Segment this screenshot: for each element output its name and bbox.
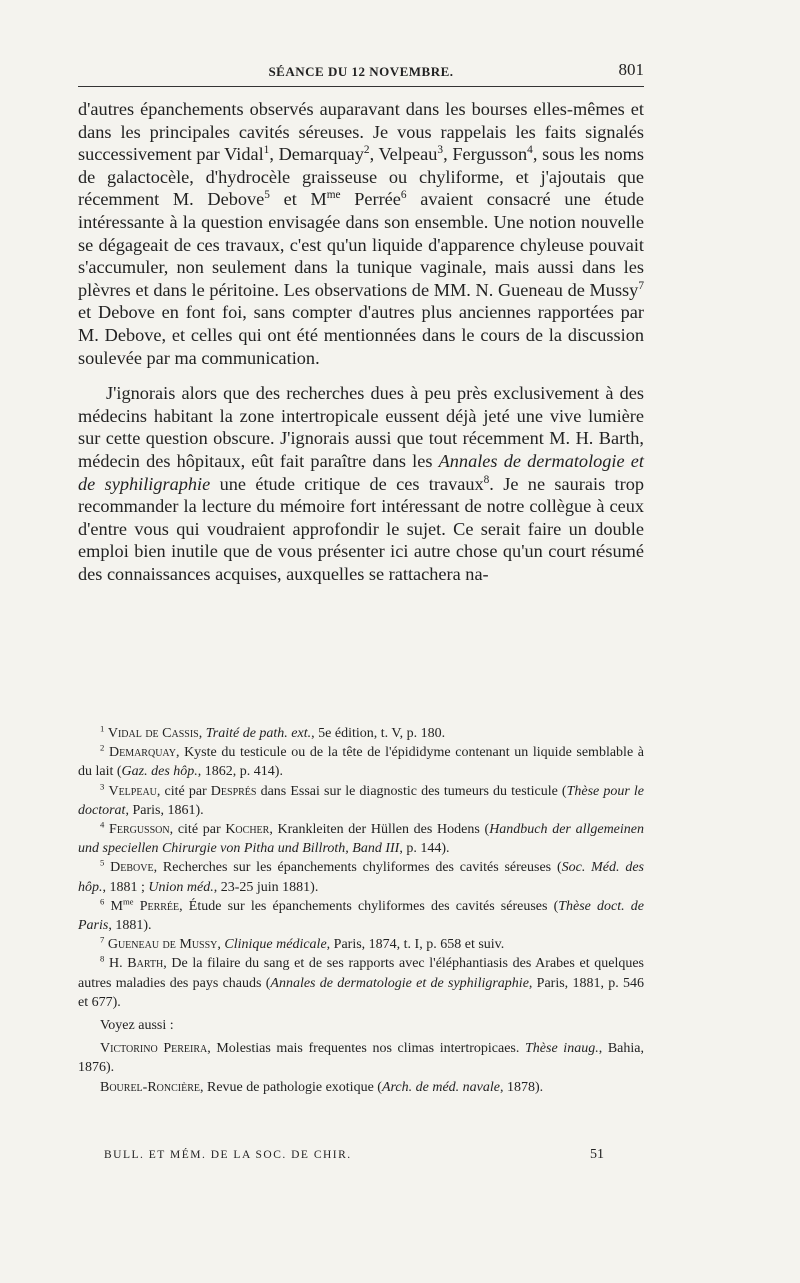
text-run: , Velpeau	[369, 144, 438, 165]
text-run: , Paris, 1861).	[125, 802, 204, 818]
citation-title: Thèse pour le doctorat	[78, 783, 644, 818]
citation-title: Thèse doct. de Paris	[78, 898, 644, 934]
see-also-reference	[78, 1039, 644, 1077]
text-run: , Fergusson	[443, 144, 528, 165]
text-run: . Je ne saurais trop recommander la lecture du mémoire fort intéressant de notre collègue à ceux d'entre vous qui voudraient approfondir le sujet. Ce serait faire un double emploi bien inutile que de vous présenter ici autre chose qu'un court résumé des connaissances acquises, auxquelles se rattachera na-	[78, 473, 644, 584]
text-run: , 5e édition, t. V, p. 180.	[311, 726, 446, 741]
text-run: , De la filaire du sang et de ses rapports avec l'éléphantiasis des Arabes et quelques autres maladies des pays chauds (	[78, 956, 644, 991]
citation-title: Gaz. des hôp.	[121, 764, 198, 780]
text-run: et Debove en font foi, sans compter d'autres plus anciennes rapportées par M. Debove, et celles qui ont été mentionnées dans le cours de la discussion soulevée par ma communication.	[78, 302, 644, 368]
citation-title: Traité de path. ext.	[205, 726, 312, 741]
footnote-author: Kocher	[225, 822, 270, 838]
text-run: , Molestias mais frequentes nos climas intertropicaes.	[207, 1041, 526, 1057]
citation-title: Annales de dermatologie et de syphiligraphie	[270, 975, 529, 991]
running-title: SÉANCE DU 12 NOVEMBRE.	[268, 64, 454, 79]
text-run: ,	[198, 726, 206, 741]
footnote-author: H. Barth	[109, 956, 164, 972]
footnote-ref: 6	[400, 189, 407, 202]
see-also-reference	[78, 1078, 644, 1097]
text-run: dans Essai sur le diagnostic des tumeurs du testicule (	[256, 783, 567, 799]
footnote-author: Debove	[110, 860, 154, 876]
page-number: 801	[618, 60, 644, 79]
footnote-author: Fergusson	[109, 822, 170, 838]
footnote-number: 5	[100, 857, 105, 868]
footnote-2	[78, 743, 644, 781]
citation-title: Union méd.	[148, 879, 214, 895]
footnote-ref: 3	[437, 144, 444, 157]
title-abbrev: me	[122, 896, 134, 907]
footnote-number: 7	[100, 934, 105, 945]
footnote-5	[78, 858, 644, 896]
text-run: , 1878).	[500, 1079, 544, 1095]
text-run: , Bahia, 1876).	[78, 1041, 644, 1076]
footnote-ref: 1	[263, 144, 270, 157]
citation-title: Clinique médicale	[224, 937, 327, 953]
footnote-author: Vidal de Cassis	[107, 726, 199, 741]
text-run: , Demarquay	[269, 144, 364, 165]
text-run: , 1881 ;	[102, 879, 149, 895]
text-run: , 23-25 juin 1881).	[213, 879, 319, 895]
signature-mark: 51	[590, 1147, 604, 1162]
footnote-ref: 2	[363, 144, 370, 157]
text-run: , Paris, 1881, p. 546 et 677).	[78, 975, 644, 1010]
text-run: , Étude sur les épanchements chyliformes des cavités séreuses (	[179, 898, 559, 914]
text-run: ,	[217, 937, 225, 953]
footnote-author: Velpeau	[108, 783, 157, 799]
text-run: avaient consacré une étude intéressante à la question envisagée dans son ensemble. Une notion nouvelle se dégageait de ces travaux, c'est qu'un liquide d'apparence chyleuse pouvait s'accumuler, non seulement dans la tunique vaginale, mais aussi dans les plèvres et dans le péritoine. Les observations de MM. N. Gueneau de Mussy	[78, 189, 644, 300]
text-run: J'ignorais alors que des recherches dues à peu près exclusivement à des médecins habitant la zone intertropicale eussent déjà jeté une vive lumière sur cette question obscure. J'ignorais aussi que tout récemment M. H. Barth, médecin des hôpitaux, eût fait paraître dans les	[78, 383, 644, 471]
text-run: Perrée	[340, 189, 401, 210]
footnote-6	[78, 897, 644, 935]
text-run: , Revue de pathologie exotique (	[200, 1079, 382, 1095]
text-run: , 1862, p. 414).	[197, 764, 283, 780]
title-abbrev: M	[110, 898, 123, 914]
citation-title: Arch. de méd. navale	[381, 1079, 501, 1095]
footnote-author: Bourel-Roncière	[100, 1079, 200, 1095]
footnote-author: Demarquay	[108, 745, 176, 761]
paragraph-1	[78, 98, 644, 369]
footnote-ref: 4	[527, 144, 533, 157]
footnote-ref: 7	[638, 279, 644, 292]
text-run: , Krankleiten der Hüllen des Hodens (	[269, 822, 490, 838]
footnote-1	[78, 724, 644, 743]
text-run: , sous les noms de galactocèle, d'hydrocèle graisseuse ou chyliforme, et j'ajoutais que récemment M. Debove	[78, 144, 644, 210]
footnote-author: Després	[210, 783, 257, 799]
text-run: , 1881).	[108, 918, 152, 934]
text-run: , p. 144).	[399, 841, 450, 857]
footnote-number: 3	[100, 780, 105, 791]
journal-title: Annales de dermatologie et de syphiligraphie	[78, 450, 644, 494]
text-run: une étude critique de ces travaux	[210, 473, 484, 494]
footnote-ref: 8	[483, 473, 490, 486]
paragraph-2	[78, 382, 644, 585]
title-abbrev: me	[326, 189, 341, 202]
footnote-number: 1	[100, 723, 105, 734]
text-run: , Kyste du testicule ou de la tête de l'épididyme contenant un liquide semblable à du lait (	[78, 745, 644, 780]
footnote-author: Perrée	[133, 898, 180, 914]
page-footer	[104, 1149, 644, 1161]
footnote-8	[78, 954, 644, 1012]
footnote-author: Gueneau de Mussy	[107, 937, 218, 953]
text-run: , cité par	[169, 822, 226, 838]
footnote-number: 4	[100, 819, 105, 830]
text-run: , cité par	[156, 783, 211, 799]
footnote-ref: 5	[264, 189, 270, 202]
citation-title: Handbuch der allgemeinen und speciellen Chirurgie von Pitha und Billroth, Band III	[78, 822, 644, 857]
footnote-number: 6	[100, 896, 105, 907]
text-run: et M	[269, 189, 327, 210]
see-also-heading: Voyez aussi :	[100, 1018, 174, 1034]
text-run: d'autres épanchements observés auparavant dans les bourses elles-mêmes et dans les principales cavités séreuses. Je vous rappelais les faits signalés successivement par Vidal	[78, 99, 644, 165]
footnote-number: 8	[100, 953, 105, 964]
citation-title: Thèse inaug.	[525, 1041, 599, 1057]
footnotes	[78, 724, 644, 1097]
citation-title: Soc. Méd. des hôp.	[78, 860, 644, 895]
footnote-author: Victorino Pereira	[100, 1041, 208, 1057]
footnote-4	[78, 820, 644, 858]
journal-footer: BULL. ET MÉM. DE LA SOC. DE CHIR.	[104, 1149, 352, 1161]
footnote-3	[78, 782, 644, 820]
footnote-number: 2	[100, 742, 105, 753]
footnote-7	[78, 935, 644, 954]
main-text	[78, 98, 644, 585]
text-run: , Recherches sur les épanchements chyliformes des cavités séreuses (	[153, 860, 562, 876]
running-header	[78, 58, 644, 87]
text-run: , Paris, 1874, t. I, p. 658 et suiv.	[326, 937, 505, 953]
